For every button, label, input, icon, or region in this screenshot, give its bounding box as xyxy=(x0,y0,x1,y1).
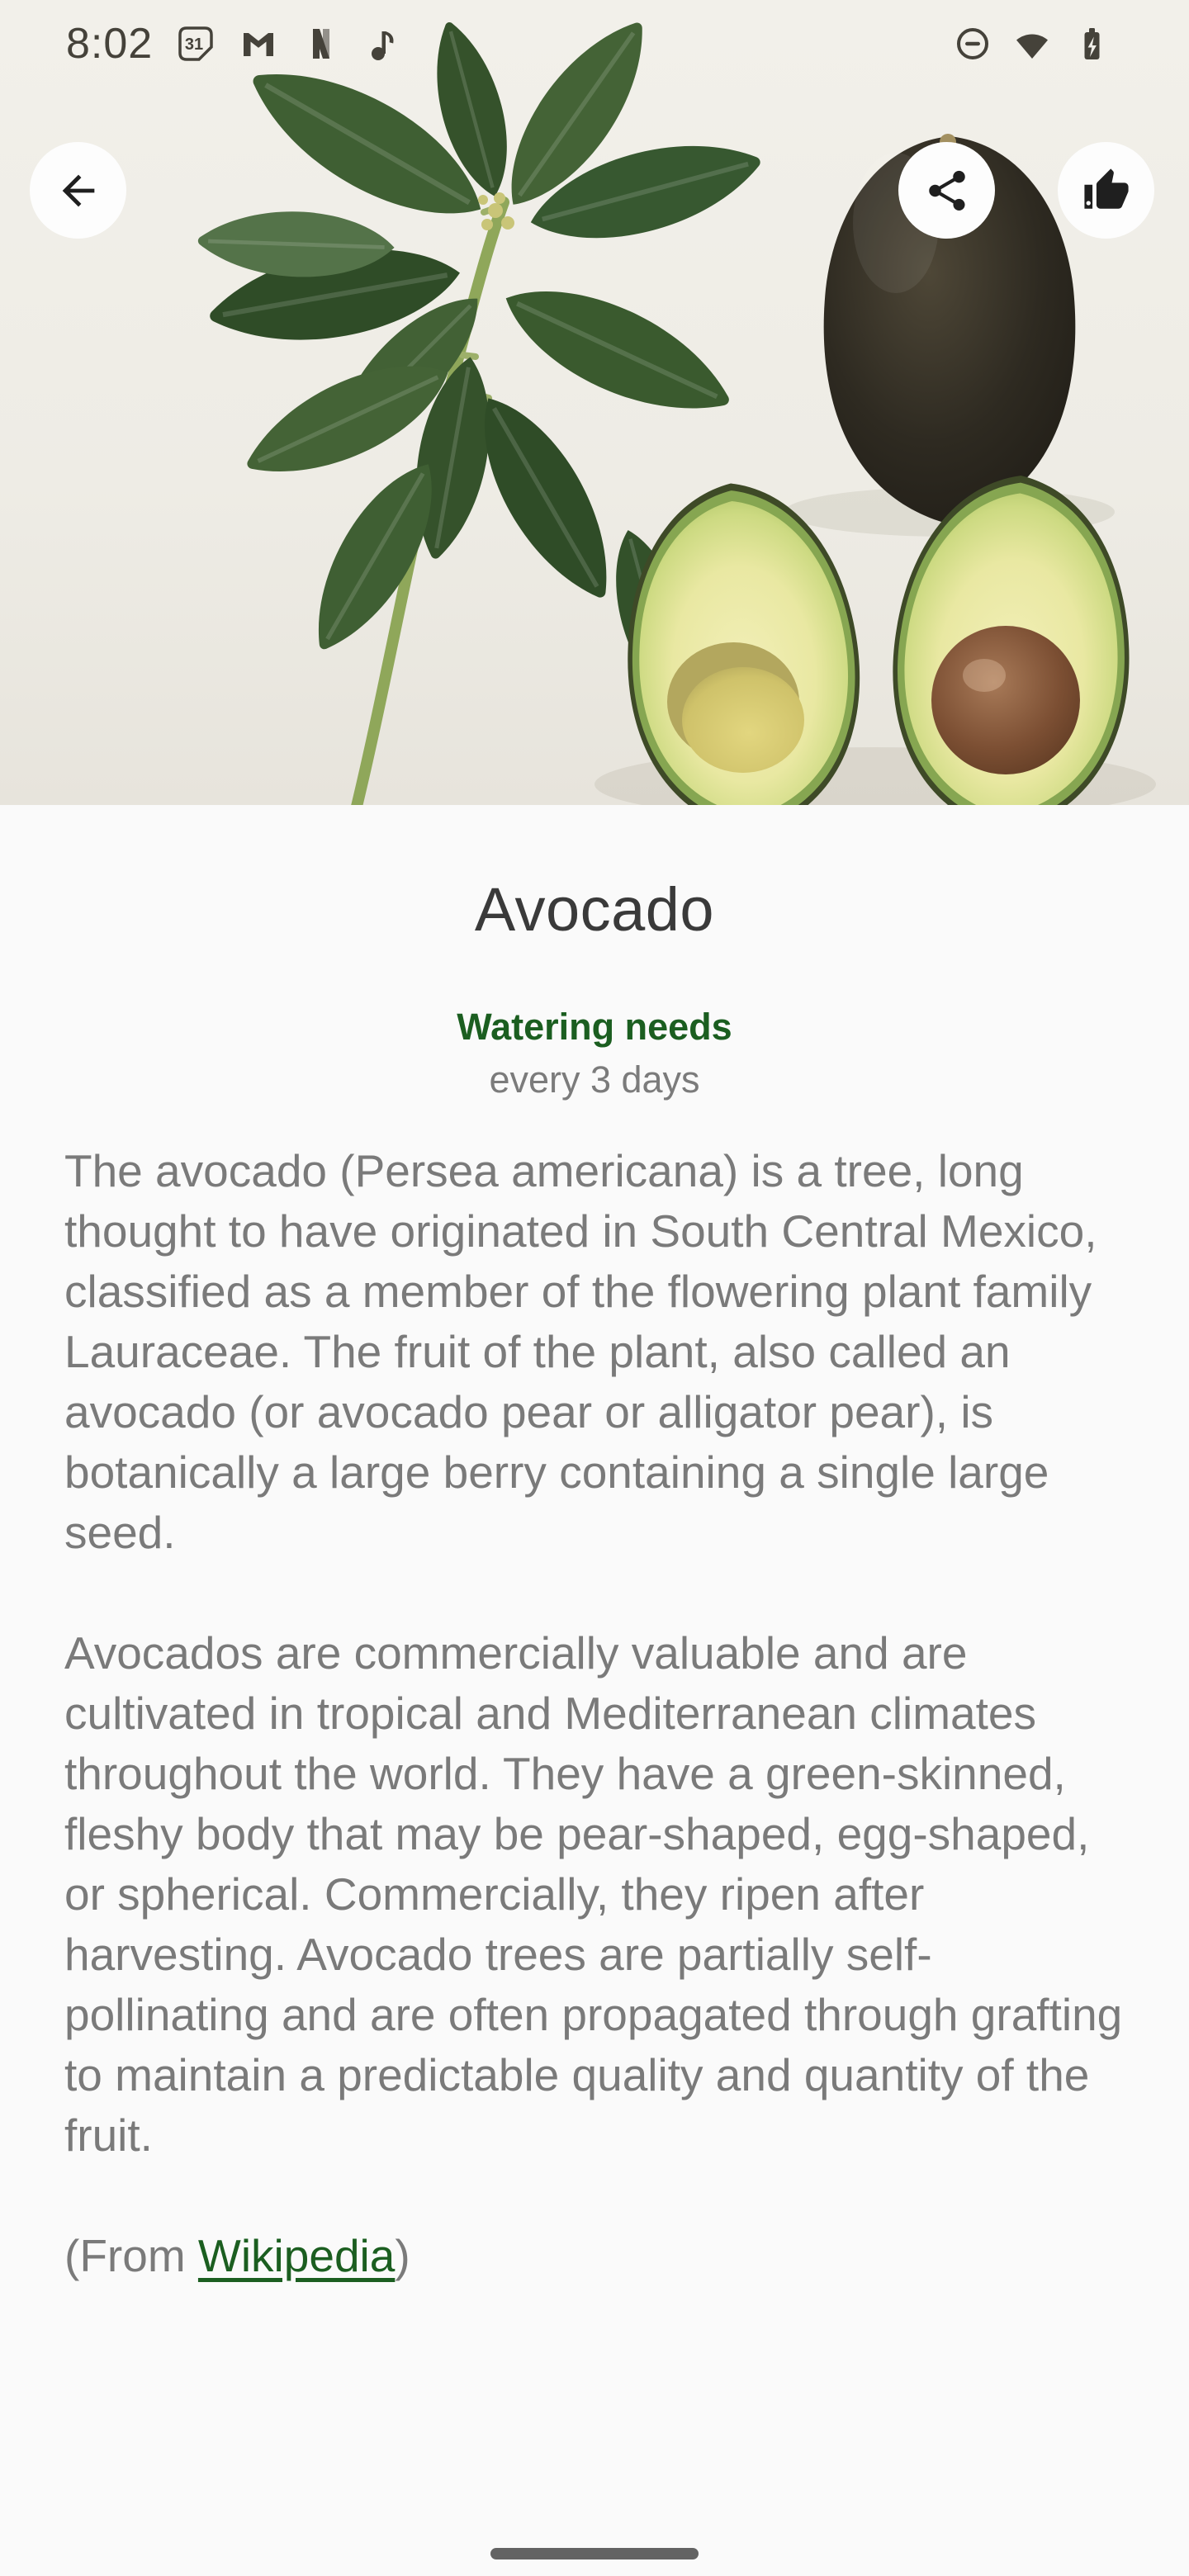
description-paragraph: The avocado (Persea americana) is a tree, long thought to have originated in South Central Mexico, classified as a member of the flowering plant family Lauraceae. The fruit of the plant, also called an avocado (or avocado pear or alligator pear), is botanically a large berry containing a single large seed. xyxy=(64,1145,1097,1558)
do-not-disturb-icon xyxy=(953,24,992,64)
gmail-icon xyxy=(239,24,278,64)
plant-detail-content xyxy=(0,874,1189,2286)
thumb-up-icon xyxy=(1082,167,1130,215)
battery-charging-icon xyxy=(1072,24,1111,64)
like-button[interactable] xyxy=(1058,142,1154,239)
avocado-photo xyxy=(0,0,1189,805)
page-title: Avocado xyxy=(474,875,715,944)
status-time: 8:02 xyxy=(66,20,154,68)
back-button[interactable] xyxy=(30,142,126,239)
attribution xyxy=(64,2226,1125,2286)
wifi-icon xyxy=(1012,24,1052,64)
description-paragraph: Avocados are commercially valuable and are cultivated in tropical and Mediterranean climates throughout the world. They have a green-skinned, fleshy body that may be pear-shaped, egg-shaped, or spherical. Commercially, they ripen after harvesting. Avocado trees are partially self-pollinating and are often propagated through grafting to maintain a predictable quality and quantity of the fruit. xyxy=(64,1627,1123,2161)
netflix-icon xyxy=(301,24,341,64)
music-note-icon xyxy=(364,24,404,64)
hero-image xyxy=(0,0,1189,805)
share-icon xyxy=(923,167,971,215)
watering-frequency: every 3 days xyxy=(489,1058,700,1101)
plant-description xyxy=(64,1141,1125,2286)
status-bar xyxy=(0,0,1189,83)
hero-actions xyxy=(30,142,1154,239)
wikipedia-link[interactable]: Wikipedia xyxy=(197,2230,396,2281)
svg-text:31: 31 xyxy=(185,36,204,54)
attribution-suffix: ) xyxy=(395,2230,410,2281)
calendar-icon xyxy=(176,24,216,64)
watering-needs-label: Watering needs xyxy=(457,1006,732,1048)
attribution-prefix: (From xyxy=(64,2230,198,2281)
arrow-left-icon xyxy=(54,167,102,215)
share-button[interactable] xyxy=(898,142,995,239)
gesture-navigation-bar[interactable] xyxy=(490,2548,699,2559)
